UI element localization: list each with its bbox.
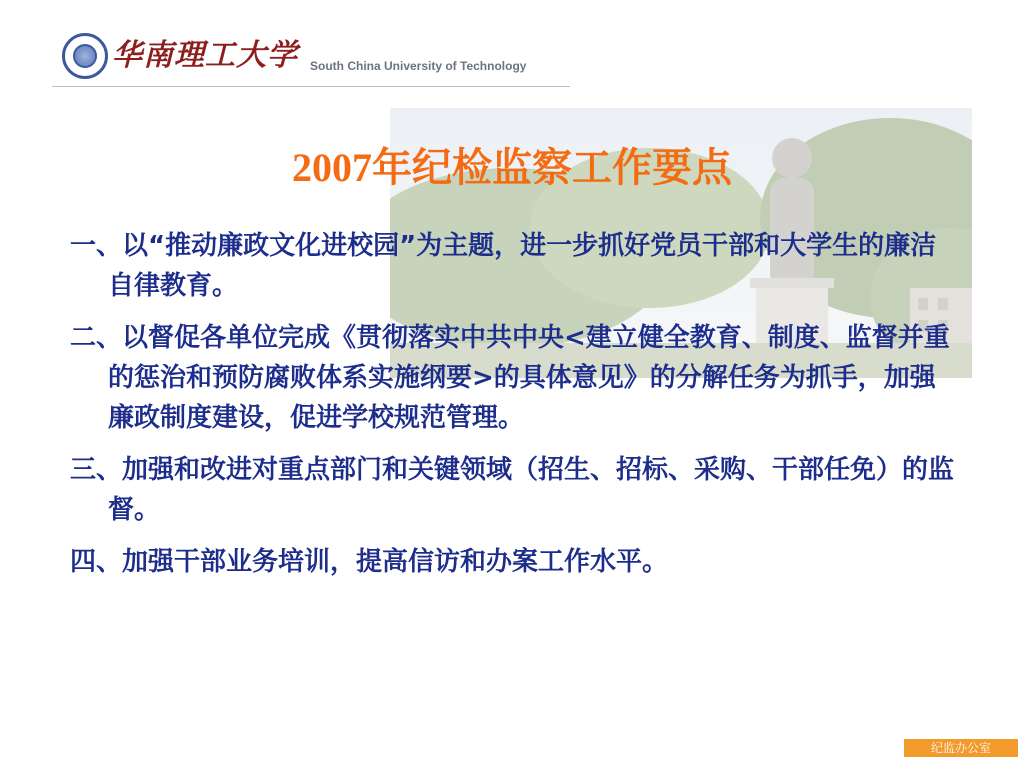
work-points-list	[70, 226, 960, 594]
list-item: 一、以“推动廉政文化进校园”为主题，进一步抓好党员干部和大学生的廉洁自律教育。	[70, 231, 937, 301]
university-seal-logo	[62, 33, 108, 79]
university-name-english: South China University of Technology	[310, 59, 527, 73]
list-item: 二、以督促各单位完成《贯彻落实中共中央<建立健全教育、制度、监督并重的惩治和预防腐败体系实施纲要>的具体意见》的分解任务为抓手，加强廉政制度建设，促进学校规范管理。	[70, 323, 950, 433]
footer-office-label: 纪监办公室	[904, 739, 1018, 757]
list-item: 三、加强和改进对重点部门和关键领域（招生、招标、采购、干部任免）的监督。	[70, 455, 955, 525]
title-year: 2007	[292, 145, 372, 190]
seal-emblem-icon	[73, 44, 97, 68]
header	[0, 0, 1024, 95]
header-divider	[52, 86, 570, 87]
list-item: 四、加强干部业务培训，提高信访和办案工作水平。	[70, 547, 669, 577]
title-text: 年纪检监察工作要点	[372, 145, 732, 191]
university-name-calligraphy: 华南理工大学	[112, 38, 298, 73]
page-title	[0, 142, 1024, 194]
